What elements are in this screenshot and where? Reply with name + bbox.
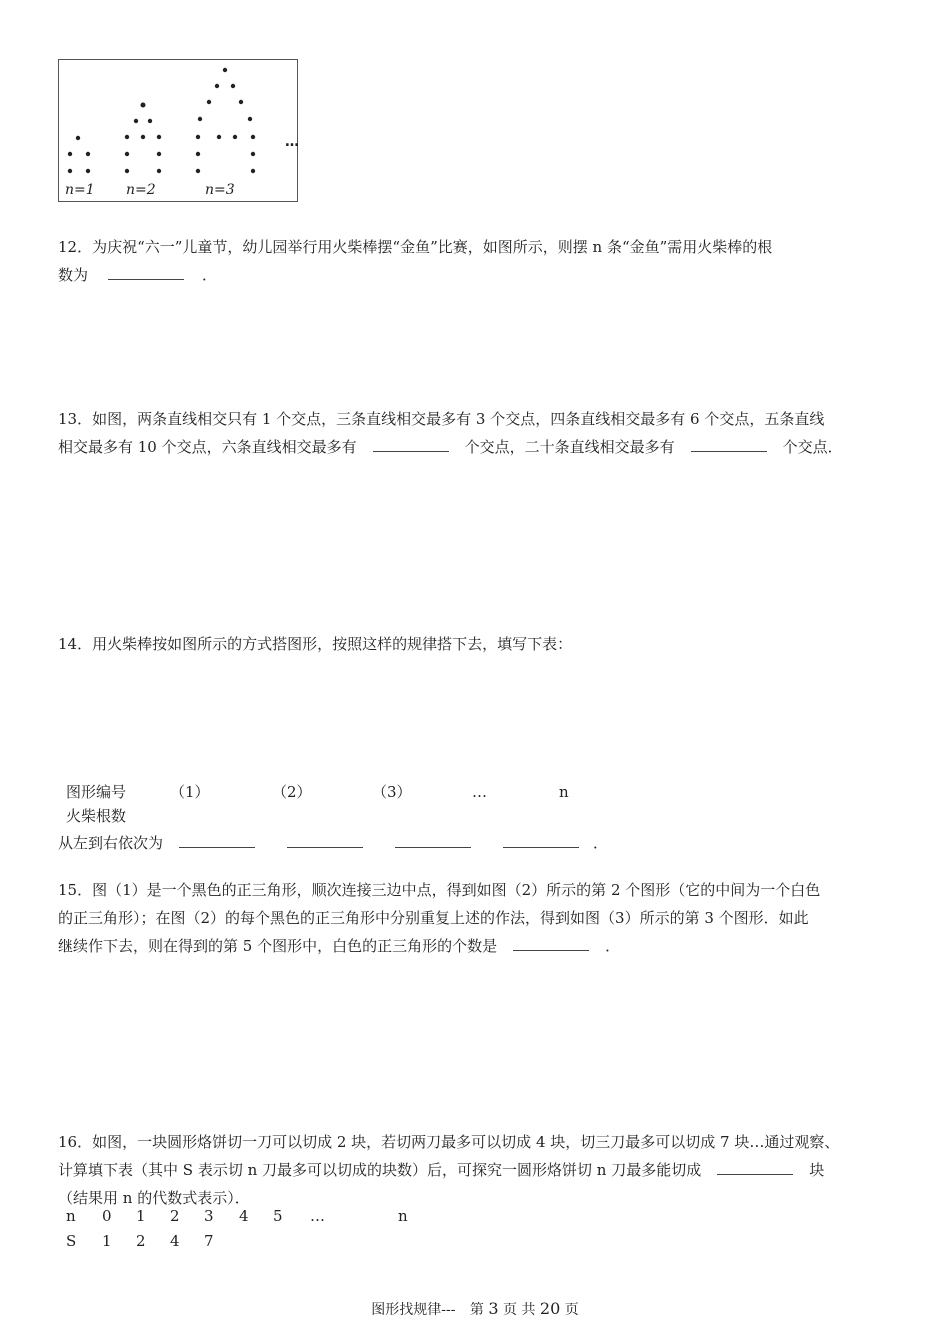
q14-answer-suffix: ． [593,834,609,852]
q16-line1: 16．如图，一块圆形烙饼切一刀可以切成 2 块，若切两刀最多可以切成 4 块，切三刀最多可以切成 7 块…通过观察、 [58,1133,840,1151]
q12-line2-prefix: 数为 [58,266,89,284]
q14-blank-2[interactable] [287,833,363,848]
q16-line3: （结果用 n 的代数式表示）． [58,1189,250,1207]
q13-line2 [58,433,898,461]
q15-line1: 15．图（1）是一个黑色的正三角形，顺次连接三边中点，得到如图（2）所示的第 2 个图形（它的中间为一个白色 [58,881,821,899]
q16-s-header: S [66,1232,77,1250]
footer-page-suffix: 页 [564,1302,579,1318]
q14-row1-col2: （2） [272,783,312,801]
q15-answer-blank[interactable] [513,936,589,951]
q16-n-5: 5 [273,1207,283,1225]
q15-line2: 的正三角形）；在图（2）的每个黑色的正三角形中分别重复上述的作法，得到如图（3）所示的第 3 个图形．如此 [58,909,809,927]
q16-n-ellipsis: … [310,1207,325,1225]
q14-row1-coln: n [559,783,569,801]
q13-line1: 13．如图，两条直线相交只有 1 个交点，三条直线相交最多有 3 个交点，四条直线相交最多有 6 个交点，五条直线 [58,410,825,428]
q13-line2-a: 相交最多有 10 个交点，六条直线相交最多有 [58,438,357,456]
q14-row2-header: 火柴根数 [66,807,127,825]
q16-n-4: 4 [239,1207,249,1225]
q16-n-n: n [398,1207,408,1225]
q14-answer-prefix: 从左到右依次为 [58,834,164,852]
dot-pattern-svg [59,60,299,203]
q14-blank-3[interactable] [395,833,471,848]
q16-n-header: n [66,1207,76,1225]
q16-line2-prefix: 计算填下表（其中 S 表示切 n 刀最多可以切成的块数）后，可探究一圆形烙饼切 n 刀最多能切成 [58,1161,702,1179]
q16-n-1: 1 [136,1207,146,1225]
question-14 [58,630,898,658]
q12-line2 [58,261,898,289]
q14-blank-4[interactable] [503,833,579,848]
q14-row1-ellipsis: … [472,783,487,801]
q14-line1: 14．用火柴棒按如图所示的方式搭图形，按照这样的规律搭下去，填写下表： [58,635,573,653]
dot-group-n1 [68,136,90,173]
question-12 [58,233,898,289]
q16-line2 [58,1156,898,1184]
footer-page-current: 3 [488,1299,499,1318]
q16-s-2: 4 [170,1232,180,1250]
q12-answer-blank[interactable] [108,265,184,280]
q12-line2-suffix: ． [202,266,218,284]
label-n3: n=3 [205,182,235,198]
footer-title: 图形找规律--- [371,1302,456,1318]
q13-blank-twenty-lines[interactable] [691,437,767,452]
q15-line3 [58,932,898,960]
q16-n-3: 3 [204,1207,214,1225]
label-n1: n=1 [65,182,95,198]
dot-pattern-figure [58,59,298,202]
footer-page-prefix: 第 [469,1302,484,1318]
q16-n-0: 0 [102,1207,112,1225]
question-16 [58,1128,898,1212]
q14-row1-col3: （3） [372,783,412,801]
q14-row1-col1: （1） [170,783,210,801]
q14-answer-line [58,829,898,857]
page-footer [0,1299,950,1320]
question-13 [58,405,898,461]
dot-group-n3 [196,68,255,173]
question-15 [58,876,898,960]
q14-blank-1[interactable] [179,833,255,848]
figure-ellipsis: … [285,134,299,150]
q16-table [0,1204,950,1254]
q16-n-2: 2 [170,1207,180,1225]
q16-line2-suffix: 块 [809,1161,825,1179]
q13-blank-six-lines[interactable] [373,437,449,452]
footer-page-mid: 页 共 [503,1302,536,1318]
q15-line3-suffix: ． [605,937,621,955]
label-n2: n=2 [126,182,156,198]
q16-s-1: 2 [136,1232,146,1250]
q12-line1: 12．为庆祝“六一”儿童节，幼儿园举行用火柴棒摆“金鱼”比赛，如图所示，则摆 n 条“金鱼”需用火柴棒的根 [58,238,773,256]
dot-group-n2 [125,103,161,174]
q16-s-0: 1 [102,1232,112,1250]
q14-row1-header: 图形编号 [66,783,127,801]
q13-line2-b: 个交点，二十条直线相交最多有 [464,438,675,456]
q16-s-3: 7 [204,1232,214,1250]
q15-line3-prefix: 继续作下去，则在得到的第 5 个图形中，白色的正三角形的个数是 [58,937,498,955]
q16-answer-blank[interactable] [717,1160,793,1175]
footer-page-total: 20 [539,1299,561,1318]
q13-line2-c: 个交点． [782,438,843,456]
